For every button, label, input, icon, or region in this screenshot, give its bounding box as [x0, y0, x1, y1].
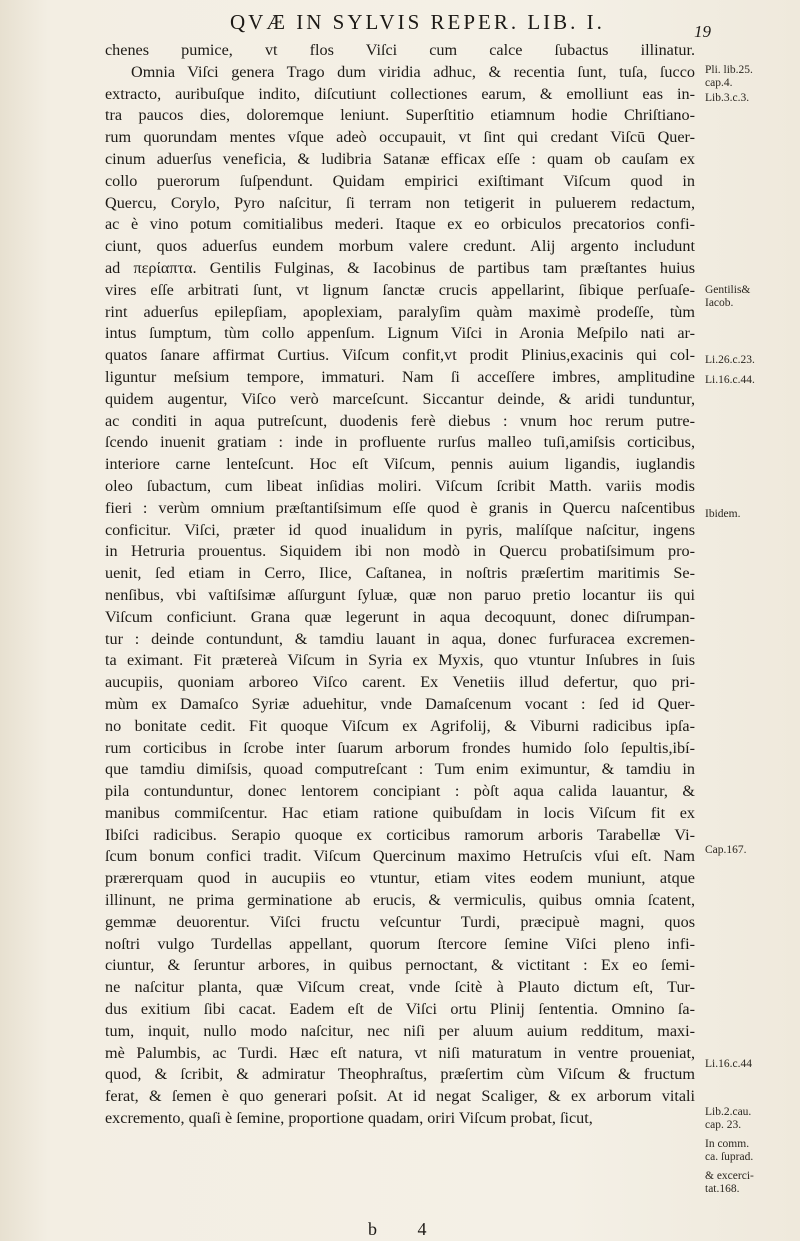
signature-mark: b 4 [368, 1219, 445, 1239]
text-line: oleo ſubactum, cum libeat inſidias moliri. Viſcum ſcribit Matth. variis modis [105, 476, 695, 495]
text-line: extracto, auribuſque indito, diſcutiunt collectiones earum, & emolliunt eas in- [105, 84, 695, 103]
margin-note: Gentilis& Iacob. [705, 284, 751, 309]
margin-note: Cap.167. [705, 844, 747, 856]
text-line: cinum aduerſus veneficia, & ludibria Satanæ efficax eſſe : quam ob cauſam ex [105, 149, 695, 168]
text-line: liguntur meſsium tempore, immaturi. Nam ſi acceſſere imbres, amplitudine [105, 367, 695, 386]
text-line: ciuntur, & ſeruntur arbores, in quibus pernoctant, & victitant : Ex eo ſemi- [105, 956, 695, 975]
text-line: aucupiis, quoniam arboreo Viſco carent. Ex Venetiis illud defertur, quo pri- [105, 673, 695, 692]
margin-note: Lib.2.cau. cap. 23. [705, 1106, 752, 1131]
text-line: vires eſſe arbitrati ſunt, vt lignum ſanctæ crucis appellarint, ſibique perſuaſe- [105, 280, 695, 299]
margin-note: Ibidem. [705, 508, 741, 520]
text-line: collo puerorum ſuſpendunt. Quidam empirici exiſtimant Viſcum quod in [105, 171, 695, 190]
text-line: ac è vino potum comitialibus mederi. Itaque ex eo orbiculos precatorios confi- [105, 215, 695, 234]
text-line: rum corticibus in ſcrobe inter ſuarum arborum frondes humido ſolo ſepultis,ibí- [105, 738, 695, 757]
text-line: quatos ſanare affirmat Curtius. Viſcum confit,vt prodit Plinius,exacinis qui col- [105, 346, 695, 365]
margin-note: Li.26.c.23. [705, 354, 755, 366]
text-line: ac conditi in aqua putreſcunt, duodenis ferè diebus : vnum hoc rerum putre- [105, 411, 695, 430]
text-line: illinunt, ne prima germinatione ab erucis, & vermiculis, quibus omnia ſcatent, [105, 891, 695, 910]
text-line: nenſibus, vbi vaſtiſsimæ aſſurgunt ſyluæ, quæ non paruo pretio locantur iis qui [105, 585, 695, 604]
page-number: 19 [694, 22, 711, 41]
text-line: ſcendo inuenit gratiam : inde in profluente rurſus malleo tuſi,amiſsis corticibus, [105, 433, 695, 452]
text-line: rum quorundam mentes vſque adeò occupauit, vt ſint qui credant Viſcū Quer- [105, 128, 695, 147]
text-line: excremento, quaſi è ſemine, proportione quadam, oriri Viſcum probat, ſicut, [105, 1109, 593, 1128]
text-line: ad περίαπτα. Gentilis Fulginas, & Iacobinus de partibus tam præſtantes huius [105, 258, 695, 277]
margin-note: Lib.3.c.3. [705, 92, 750, 104]
margin-note: & excerci- tat.168. [705, 1170, 754, 1195]
text-line: manibus commiſcentur. Hac etiam ratione quibuſdam in locis Viſcum fit ex [105, 803, 695, 822]
running-head: QVÆ IN SYLVIS REPER. LIB. I. [230, 10, 605, 34]
margin-note: Li.16.c.44 [705, 1058, 752, 1070]
text-line: tra paucos dies, doloremque leniunt. Superſtitio etiamnum hodie Chriſtiano- [105, 106, 695, 125]
text-line: rint aduerſus epilepſiam, apoplexiam, paralyſim quàm maximè prodeſſe, tùm [105, 302, 695, 321]
text-line: mè Palumbis, ac Turdi. Hæc eſt natura, vt niſi maturatum in ventre proueniat, [105, 1043, 695, 1062]
margin-note: Li.16.c.44. [705, 374, 755, 386]
text-line: Omnia Viſci genera Trago dum viridia adhuc, & recentia ſunt, tuſa, ſucco [131, 62, 695, 81]
text-line: prærerquam quod in aucupiis eo vtuntur, etiam vites eodem muniunt, atque [105, 869, 695, 888]
text-line: quidem augentur, Viſco verò marceſcunt. Siccantur deinde, & aridi tunduntur, [105, 389, 695, 408]
text-line: chenes pumice, vt flos Viſci cum calce ſubactus illinatur. [105, 41, 695, 59]
text-line: intus ſumptum, tùm collo appenſum. Lignum Viſci in Aronia Meſpilo nati ar- [105, 324, 695, 343]
text-line: gemmæ deuorentur. Viſci fructu veſcuntur Turdi, præcipuè magni, quos [105, 912, 695, 931]
text-line: dus exitium ſibi cacat. Eadem eſt de Viſci ortu Plinij ſententia. Omnino ſa- [105, 1000, 695, 1019]
text-line: no bonitate cedit. Fit quoque Viſcum ex Agrifolij, & Viburni radicibus ipſa- [105, 716, 695, 735]
text-line: ferat, & ſemen è quo generari poſsit. At id negat Scaliger, & ex arborum vitali [105, 1087, 695, 1106]
text-line: pila contunduntur, donec lentorem concipiant : pòſt aqua calida lauantur, & [105, 782, 695, 801]
text-line: in Hetruria prouentus. Siquidem ibi non modò in Quercu probatiſsimum pro- [105, 542, 695, 561]
text-line: tum, inquit, nullo modo naſcitur, nec niſi per aluum auium redditum, maxi- [105, 1021, 695, 1040]
text-line: ne naſcitur planta, quæ Viſcum creat, vnde ſcitè à Plauto dictum eſt, Tur- [105, 978, 695, 997]
text-line: noſtri vulgo Turdellas appellant, quorum ſtercore ſemine Viſci pleno infi- [105, 934, 695, 953]
text-line: mùm ex Damaſco Syriæ aduehitur, vnde Damaſcenum vocant : ſed id Quer- [105, 694, 695, 713]
text-line: uenit, ſed etiam in Cerro, Ilice, Caſtanea, in noſtris præſertim maritimis Se- [105, 564, 695, 583]
text-line: fieri : verùm omnium præſtantiſsimum eſſe quod è granis in Quercu naſcentibus [105, 498, 695, 517]
text-line: ſcum bonum confici tradit. Viſcum Quercinum maximo Hetruſcis vſui eſt. Nam [105, 847, 695, 866]
text-line: tur : deinde contundunt, & tamdiu lauant in aqua, donec furfuracea excremen- [105, 629, 695, 648]
text-line: ciunt, quos aduerſus eundem morbum valere credunt. Alij argento includunt [105, 237, 695, 256]
text-line: quod, & ſcribit, & admiratur Theophraſtus, præſertim cùm Viſcum & fructum [105, 1065, 695, 1084]
margin-note: Pli. lib.25. cap.4. [705, 64, 753, 89]
margin-note: In comm. ca. ſuprad. [705, 1138, 754, 1163]
text-line: conficitur. Viſci, præter id quod inualidum in pyris, malíſque naſcitur, ingens [105, 520, 695, 539]
text-line: que tamdiu dimiſsis, quoad computreſcant : Tum enim eximuntur, & tamdiu in [105, 760, 695, 779]
text-line: interiore carne lenteſcunt. Hoc eſt Viſcum, pennis auium ligandis, iuglandis [105, 455, 695, 474]
text-line: Ibiſci radicibus. Serapio quoque ex corticibus ramorum arboris Tarabellæ Vi- [105, 825, 695, 844]
text-line: Quercu, Corylo, Pyro naſcitur, ſi terram non tetigerit in puluerem redactum, [105, 193, 695, 212]
body-text [105, 40, 695, 1130]
text-line: Viſcum conficiunt. Grana quæ legerunt in aqua decoquunt, donec diſrumpan- [105, 607, 695, 626]
text-line: ta eximant. Fit prætereà Viſcum in Syria ex Myxis, quo vtuntur Inſubres in ſuis [105, 651, 695, 670]
